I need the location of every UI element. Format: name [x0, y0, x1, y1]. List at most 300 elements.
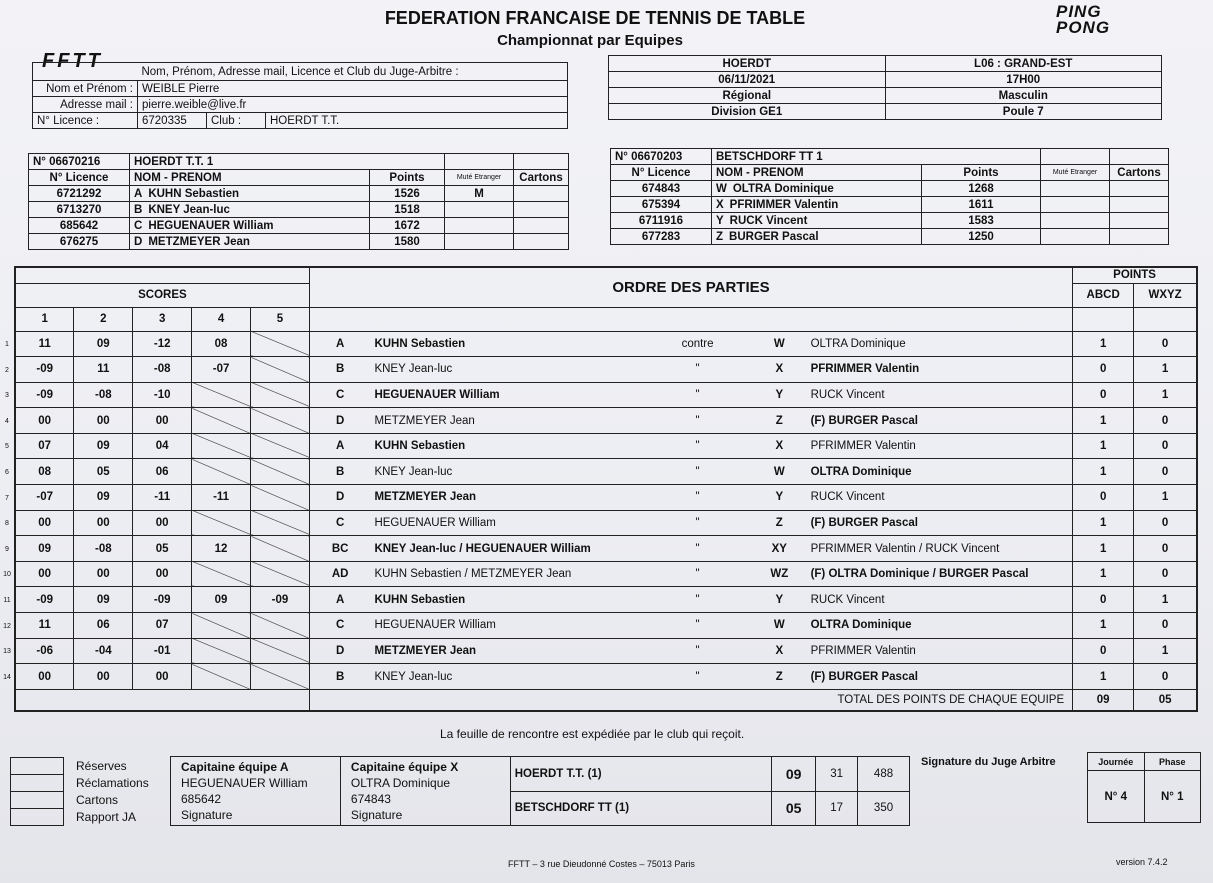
- set-score: [251, 664, 310, 690]
- right-side-letter: W: [752, 331, 807, 357]
- col-abcd: ABCD: [1073, 283, 1134, 307]
- result-a-sets: 31: [816, 757, 858, 792]
- reserves-label: Réserves: [76, 758, 127, 773]
- player-fullname: PFRIMMER Valentin: [729, 198, 839, 211]
- player-cartons: [514, 218, 569, 234]
- points-abcd: 1: [1073, 459, 1134, 485]
- player-row: [611, 197, 1169, 213]
- set-score: 00: [133, 510, 192, 536]
- points-wxyz: 0: [1134, 408, 1197, 434]
- left-player: METZMEYER Jean: [370, 485, 643, 511]
- player-licence: 675394: [611, 197, 712, 213]
- versus: ": [643, 357, 752, 383]
- versus: ": [643, 433, 752, 459]
- set-score: -10: [133, 382, 192, 408]
- player-letter: Z: [716, 230, 724, 243]
- player-letter: C: [134, 219, 143, 232]
- right-player: RUCK Vincent: [807, 587, 1073, 613]
- result-a-team: HOERDT T.T. (1): [510, 757, 771, 792]
- right-player: PFRIMMER Valentin: [807, 638, 1073, 664]
- set-header: 2: [74, 307, 133, 331]
- player-row: [611, 229, 1169, 245]
- set-score: 11: [15, 613, 74, 639]
- team-x-number: N° 06670203: [611, 149, 712, 165]
- set-score: -06: [15, 638, 74, 664]
- game-row: [15, 459, 1197, 485]
- set-score: -08: [74, 536, 133, 562]
- page-subtitle: Championnat par Equipes: [497, 32, 683, 49]
- player-points: 1611: [922, 197, 1041, 213]
- set-score: 07: [133, 613, 192, 639]
- total-label: TOTAL DES POINTS DE CHAQUE EQUIPE: [309, 689, 1072, 711]
- left-player: KUHN Sebastien: [370, 331, 643, 357]
- player-mute: [445, 234, 514, 250]
- set-score: [251, 561, 310, 587]
- player-licence: 676275: [29, 234, 130, 250]
- player-fullname: KUHN Sebastien: [148, 187, 240, 200]
- order-heading: ORDRE DES PARTIES: [309, 267, 1072, 307]
- match-time: 17H00: [885, 72, 1162, 88]
- points-wxyz: 1: [1134, 357, 1197, 383]
- reserves-box[interactable]: [10, 757, 64, 775]
- set-score: 00: [133, 561, 192, 587]
- player-name: [712, 213, 922, 229]
- set-score: -07: [15, 485, 74, 511]
- versus: ": [643, 561, 752, 587]
- right-side-letter: Z: [752, 664, 807, 690]
- points-abcd: 0: [1073, 638, 1134, 664]
- set-score: 07: [15, 433, 74, 459]
- versus: ": [643, 664, 752, 690]
- notice: La feuille de rencontre est expédiée par le club qui reçoit.: [440, 727, 745, 741]
- player-licence: 6721292: [29, 186, 130, 202]
- game-row: [15, 587, 1197, 613]
- player-cartons: [1110, 229, 1169, 245]
- match-division: Division GE1: [609, 104, 886, 120]
- set-header: 3: [133, 307, 192, 331]
- match-gender: Masculin: [885, 88, 1162, 104]
- set-score: 06: [74, 613, 133, 639]
- right-player: PFRIMMER Valentin / RUCK Vincent: [807, 536, 1073, 562]
- right-player: PFRIMMER Valentin: [807, 357, 1073, 383]
- footer-address: FFTT – 3 rue Dieudonné Costes – 75013 Paris: [508, 859, 695, 869]
- game-row: [15, 561, 1197, 587]
- set-score: 08: [192, 331, 251, 357]
- set-score: 00: [74, 510, 133, 536]
- set-score: [251, 638, 310, 664]
- set-score: [192, 664, 251, 690]
- player-cartons: [1110, 197, 1169, 213]
- player-points: 1518: [370, 202, 445, 218]
- team-x-name: BETSCHDORF TT 1: [712, 149, 1041, 165]
- captain-x-name: OLTRA Dominique: [350, 776, 451, 790]
- row-number: 4: [5, 417, 9, 425]
- left-side-letter: C: [309, 382, 370, 408]
- set-score: [251, 357, 310, 383]
- left-side-letter: B: [309, 459, 370, 485]
- row-number: 8: [5, 520, 9, 528]
- player-name: [712, 229, 922, 245]
- team-a-col-name: NOM - PRENOM: [130, 170, 370, 186]
- row-number: 2: [5, 366, 9, 374]
- set-score: 09: [74, 587, 133, 613]
- player-name: [130, 202, 370, 218]
- scores-heading: SCORES: [15, 283, 309, 307]
- match-location: HOERDT: [609, 56, 886, 72]
- player-letter: D: [134, 235, 143, 248]
- game-row: [15, 408, 1197, 434]
- left-side-letter: A: [309, 331, 370, 357]
- player-row: [29, 186, 569, 202]
- player-mute: [445, 202, 514, 218]
- set-score: [251, 331, 310, 357]
- left-player: METZMEYER Jean: [370, 408, 643, 434]
- player-fullname: BURGER Pascal: [729, 230, 819, 243]
- player-fullname: RUCK Vincent: [729, 214, 808, 227]
- player-points: 1583: [922, 213, 1041, 229]
- referee-signature-label: Signature du Juge Arbitre: [921, 756, 1056, 768]
- player-row: [611, 181, 1169, 197]
- left-side-letter: BC: [309, 536, 370, 562]
- journee-label: Journée: [1088, 753, 1145, 771]
- logo-line-1: PING: [1056, 2, 1102, 21]
- player-name: [712, 181, 922, 197]
- cartons-box[interactable]: [10, 791, 64, 809]
- team-x-col-mute: Muté Etranger: [1041, 165, 1110, 181]
- team-a-table: [28, 153, 569, 250]
- player-points: 1250: [922, 229, 1041, 245]
- player-mute: [445, 218, 514, 234]
- set-score: -04: [74, 638, 133, 664]
- total-x: 05: [1134, 689, 1197, 711]
- phase-label: Phase: [1144, 753, 1201, 771]
- player-row: [29, 234, 569, 250]
- match-date: 06/11/2021: [609, 72, 886, 88]
- journee-value: N° 4: [1088, 771, 1145, 823]
- points-wxyz: 1: [1134, 638, 1197, 664]
- ping-pong-logo: [1056, 4, 1110, 36]
- left-side-letter: A: [309, 587, 370, 613]
- team-a-name: HOERDT T.T. 1: [130, 154, 445, 170]
- footer-version: version 7.4.2: [1116, 857, 1168, 867]
- points-abcd: 1: [1073, 331, 1134, 357]
- versus: ": [643, 485, 752, 511]
- right-player: (F) OLTRA Dominique / BURGER Pascal: [807, 561, 1073, 587]
- row-number: 14: [3, 673, 11, 681]
- right-player: (F) BURGER Pascal: [807, 510, 1073, 536]
- referee-licence-label: N° Licence :: [33, 113, 138, 129]
- row-number: 12: [3, 622, 11, 630]
- left-player: KUHN Sebastien: [370, 587, 643, 613]
- points-abcd: 1: [1073, 408, 1134, 434]
- set-score: [251, 536, 310, 562]
- captain-a-cell: [171, 757, 341, 826]
- player-mute: [1041, 213, 1110, 229]
- total-a: 09: [1073, 689, 1134, 711]
- referee-email: pierre.weible@live.fr: [138, 97, 568, 113]
- versus: ": [643, 587, 752, 613]
- set-score: 06: [133, 459, 192, 485]
- referee-licence: 6720335: [138, 113, 207, 129]
- set-score: -09: [15, 587, 74, 613]
- set-score: [192, 408, 251, 434]
- player-row: [611, 213, 1169, 229]
- row-number-column: [0, 341, 14, 699]
- set-header: 5: [251, 307, 310, 331]
- phase-value: N° 1: [1144, 771, 1201, 823]
- set-score: 11: [15, 331, 74, 357]
- reclamations-box[interactable]: [10, 774, 64, 792]
- captain-x-label: Capitaine équipe X: [350, 760, 459, 774]
- right-side-letter: X: [752, 433, 807, 459]
- left-side-letter: AD: [309, 561, 370, 587]
- set-score: 00: [133, 664, 192, 690]
- left-player: KNEY Jean-luc: [370, 357, 643, 383]
- referee-name: WEIBLE Pierre: [138, 81, 568, 97]
- game-row: [15, 433, 1197, 459]
- left-player: KNEY Jean-luc / HEGUENAUER William: [370, 536, 643, 562]
- points-abcd: 1: [1073, 664, 1134, 690]
- set-score: 05: [133, 536, 192, 562]
- versus: ": [643, 459, 752, 485]
- row-number: 13: [3, 648, 11, 656]
- game-row: [15, 357, 1197, 383]
- left-side-letter: B: [309, 664, 370, 690]
- row-number: 1: [5, 341, 9, 348]
- result-x-score: 05: [772, 791, 816, 826]
- set-score: [251, 485, 310, 511]
- row-number: 9: [5, 545, 9, 553]
- set-score: [192, 510, 251, 536]
- left-player: HEGUENAUER William: [370, 382, 643, 408]
- player-name: [130, 186, 370, 202]
- result-x-team: BETSCHDORF TT (1): [510, 791, 771, 826]
- game-row: [15, 510, 1197, 536]
- player-mute: [1041, 197, 1110, 213]
- set-score: -09: [15, 382, 74, 408]
- set-header: 1: [15, 307, 74, 331]
- points-abcd: 0: [1073, 485, 1134, 511]
- versus: ": [643, 510, 752, 536]
- captain-a-licence: 685642: [181, 792, 222, 806]
- points-wxyz: 0: [1134, 613, 1197, 639]
- player-cartons: [1110, 213, 1169, 229]
- row-number: 5: [5, 443, 9, 451]
- row-number: 6: [5, 468, 9, 476]
- team-x-col-licence: N° Licence: [611, 165, 712, 181]
- points-wxyz: 0: [1134, 536, 1197, 562]
- referee-club-label: Club :: [207, 113, 266, 129]
- set-score: [192, 613, 251, 639]
- right-side-letter: W: [752, 459, 807, 485]
- player-name: [130, 218, 370, 234]
- team-x-col-name: NOM - PRENOM: [712, 165, 922, 181]
- left-player: HEGUENAUER William: [370, 613, 643, 639]
- left-side-letter: C: [309, 613, 370, 639]
- col-wxyz: WXYZ: [1134, 283, 1197, 307]
- set-score: -01: [133, 638, 192, 664]
- team-a-number: N° 06670216: [29, 154, 130, 170]
- set-header: 4: [192, 307, 251, 331]
- points-wxyz: 0: [1134, 664, 1197, 690]
- set-score: 11: [74, 357, 133, 383]
- set-score: -12: [133, 331, 192, 357]
- points-heading: POINTS: [1073, 267, 1197, 283]
- result-a-score: 09: [772, 757, 816, 792]
- left-player: KNEY Jean-luc: [370, 664, 643, 690]
- page-title: FEDERATION FRANCAISE DE TENNIS DE TABLE: [384, 8, 806, 28]
- referee-club: HOERDT T.T.: [266, 113, 568, 129]
- right-side-letter: X: [752, 357, 807, 383]
- set-score: 00: [15, 408, 74, 434]
- versus: ": [643, 408, 752, 434]
- player-fullname: KNEY Jean-luc: [148, 203, 230, 216]
- set-score: 09: [74, 433, 133, 459]
- set-score: 12: [192, 536, 251, 562]
- row-number: 10: [3, 571, 11, 579]
- right-side-letter: X: [752, 638, 807, 664]
- player-letter: A: [134, 187, 143, 200]
- points-abcd: 0: [1073, 382, 1134, 408]
- right-player: RUCK Vincent: [807, 485, 1073, 511]
- referee-heading: Nom, Prénom, Adresse mail, Licence et Club du Juge-Arbitre :: [33, 63, 568, 81]
- right-side-letter: Y: [752, 485, 807, 511]
- player-licence: 677283: [611, 229, 712, 245]
- right-player: OLTRA Dominique: [807, 613, 1073, 639]
- match-info-table: [608, 55, 1162, 120]
- referee-name-label: Nom et Prénom :: [33, 81, 138, 97]
- referee-table: [32, 62, 568, 129]
- cartons-label: Cartons: [76, 792, 119, 807]
- checkbox-group: [10, 757, 149, 825]
- player-licence: 6711916: [611, 213, 712, 229]
- set-score: 05: [74, 459, 133, 485]
- logo-line-2: PONG: [1056, 18, 1111, 37]
- player-row: [29, 202, 569, 218]
- captain-a-name: HEGUENAUER William: [181, 776, 308, 790]
- left-side-letter: B: [309, 357, 370, 383]
- right-player: OLTRA Dominique: [807, 459, 1073, 485]
- game-row: [15, 331, 1197, 357]
- left-side-letter: A: [309, 433, 370, 459]
- captain-x-licence: 674843: [350, 792, 391, 806]
- set-score: [192, 382, 251, 408]
- rapport-label: Rapport JA: [76, 809, 137, 824]
- set-score: -11: [133, 485, 192, 511]
- right-side-letter: Z: [752, 408, 807, 434]
- set-score: [251, 459, 310, 485]
- player-fullname: METZMEYER Jean: [148, 235, 250, 248]
- set-score: 09: [192, 587, 251, 613]
- set-score: 08: [15, 459, 74, 485]
- set-score: [251, 510, 310, 536]
- set-score: 09: [15, 536, 74, 562]
- points-wxyz: 0: [1134, 561, 1197, 587]
- set-score: 00: [74, 408, 133, 434]
- journee-phase-table: [1087, 752, 1201, 823]
- left-side-letter: D: [309, 485, 370, 511]
- player-cartons: [514, 234, 569, 250]
- player-letter: B: [134, 203, 143, 216]
- game-row: [15, 485, 1197, 511]
- result-x-points: 350: [858, 791, 910, 826]
- player-points: 1526: [370, 186, 445, 202]
- right-side-letter: Z: [752, 510, 807, 536]
- row-number: 3: [5, 392, 9, 400]
- rapport-box[interactable]: [10, 808, 64, 826]
- match-pool: Poule 7: [885, 104, 1162, 120]
- player-cartons: [514, 186, 569, 202]
- team-x-col-points: Points: [922, 165, 1041, 181]
- player-row: [29, 218, 569, 234]
- right-side-letter: Y: [752, 587, 807, 613]
- player-cartons: [1110, 181, 1169, 197]
- game-row: [15, 536, 1197, 562]
- left-side-letter: D: [309, 408, 370, 434]
- set-score: -09: [251, 587, 310, 613]
- points-abcd: 1: [1073, 613, 1134, 639]
- team-a-col-licence: N° Licence: [29, 170, 130, 186]
- right-side-letter: W: [752, 613, 807, 639]
- set-score: 00: [15, 510, 74, 536]
- player-mute: M: [445, 186, 514, 202]
- player-cartons: [514, 202, 569, 218]
- captain-x-signature: Signature: [350, 808, 403, 822]
- game-row: [15, 613, 1197, 639]
- versus: contre: [643, 331, 752, 357]
- right-side-letter: WZ: [752, 561, 807, 587]
- set-score: 09: [74, 485, 133, 511]
- player-licence: 685642: [29, 218, 130, 234]
- match-level: Régional: [609, 88, 886, 104]
- row-number: 7: [5, 494, 9, 502]
- captain-a-label: Capitaine équipe A: [181, 760, 289, 774]
- right-player: RUCK Vincent: [807, 382, 1073, 408]
- set-score: -09: [133, 587, 192, 613]
- points-wxyz: 0: [1134, 331, 1197, 357]
- player-points: 1268: [922, 181, 1041, 197]
- set-score: 00: [15, 664, 74, 690]
- team-a-col-cartons: Cartons: [514, 170, 569, 186]
- captains-results-table: [170, 756, 910, 826]
- left-player: METZMEYER Jean: [370, 638, 643, 664]
- player-mute: [1041, 181, 1110, 197]
- left-player: KUHN Sebastien: [370, 433, 643, 459]
- right-player: (F) BURGER Pascal: [807, 664, 1073, 690]
- set-score: 00: [74, 664, 133, 690]
- player-fullname: OLTRA Dominique: [732, 182, 834, 195]
- player-points: 1672: [370, 218, 445, 234]
- right-player: PFRIMMER Valentin: [807, 433, 1073, 459]
- right-side-letter: XY: [752, 536, 807, 562]
- game-row: [15, 664, 1197, 690]
- set-score: -09: [15, 357, 74, 383]
- points-wxyz: 1: [1134, 485, 1197, 511]
- set-score: [251, 408, 310, 434]
- player-letter: W: [716, 182, 727, 195]
- team-x-table: [610, 148, 1169, 245]
- captain-a-signature: Signature: [181, 808, 233, 822]
- left-player: HEGUENAUER William: [370, 510, 643, 536]
- captain-x-cell: [340, 757, 510, 826]
- team-x-col-cartons: Cartons: [1110, 165, 1169, 181]
- right-player: (F) BURGER Pascal: [807, 408, 1073, 434]
- set-score: 00: [15, 561, 74, 587]
- left-side-letter: D: [309, 638, 370, 664]
- points-wxyz: 0: [1134, 459, 1197, 485]
- points-abcd: 1: [1073, 561, 1134, 587]
- player-licence: 6713270: [29, 202, 130, 218]
